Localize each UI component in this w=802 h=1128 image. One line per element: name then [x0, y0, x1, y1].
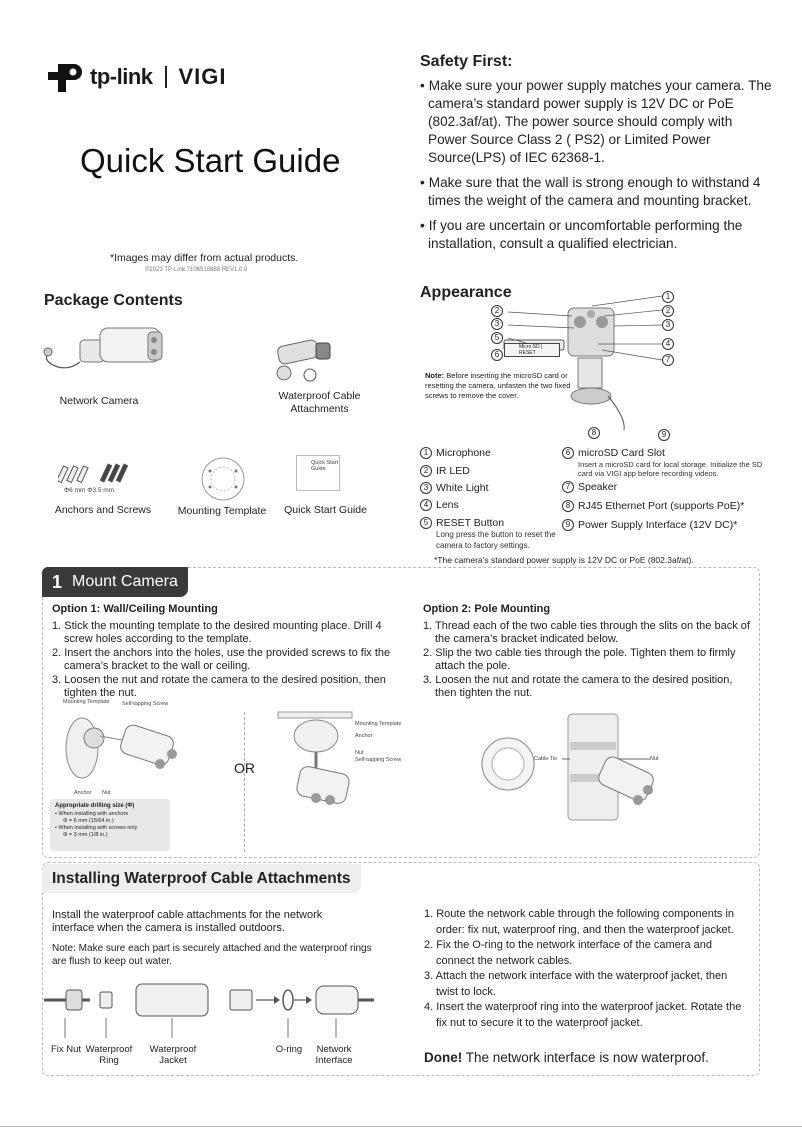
anchor-sizes: Φ6 mm Φ3.5 mm [64, 487, 115, 494]
label-nut: Nut [102, 790, 111, 796]
legend-label: White Light [436, 482, 489, 494]
package-contents-title: Package Contents [44, 292, 183, 309]
label-self-tapping-screw: Self-tapping Screw [122, 701, 169, 707]
sd-reset-label: Micro SD | RESET [504, 343, 560, 357]
legend-label: Lens [436, 499, 459, 511]
package-item-label: Mounting Template [177, 505, 267, 517]
qsg-cover-text: Quick Start Guide [311, 460, 339, 472]
mounting-template-illustration [200, 456, 246, 502]
done-label: Done! [424, 1050, 463, 1065]
or-divider-label: OR [234, 760, 255, 776]
legend-label: RESET Button [436, 517, 505, 529]
legend-label: IR LED [436, 465, 470, 477]
part-fix-nut: Fix Nut [50, 1044, 82, 1055]
legend-reset-button [420, 517, 504, 529]
drilling-size-box [50, 799, 170, 851]
product-line: VIGI [178, 64, 227, 89]
callout-number: 9 [658, 429, 670, 441]
anchors-screws-illustration [58, 460, 138, 486]
safety-title: Safety First: [420, 53, 513, 70]
legend-label: Power Supply Interface (12V DC)* [578, 519, 738, 531]
option2-steps [423, 620, 755, 699]
package-item-label: Network Camera [59, 395, 139, 407]
image-disclaimer: *Images may differ from actual products. [110, 252, 299, 264]
callout-number: 5 [491, 332, 503, 344]
callout-number: 2 [662, 305, 674, 317]
option2-step: 1. Thread each of the two cable ties through the slits on the back of the camera’s bracket indicated below. [423, 620, 750, 645]
safety-section [420, 53, 772, 260]
option1-step: 2. Insert the anchors into the holes, use the provided screws to fix the camera’s bracket to the wall or ceiling. [52, 647, 391, 672]
safety-item: • Make sure that the wall is strong enough to withstand 4 times the weight of the camera and mounting bracket. [420, 174, 772, 210]
label-self-tapping-screw-2: Self-tapping Screw [355, 757, 402, 763]
waterproof-step: 1. Route the network cable through the following components in order: fix nut, waterproof ring, and then the waterproof jacket. [424, 908, 735, 936]
legend-number: 3 [420, 482, 432, 494]
legend-lens [420, 499, 459, 511]
done-text: The network interface is now waterproof. [462, 1050, 709, 1065]
pole-mount-illustration [478, 712, 698, 824]
legend-number: 1 [420, 447, 432, 459]
legend-speaker [562, 481, 617, 493]
safety-item: • If you are uncertain or uncomfortable performing the installation, consult a qualified electrician. [420, 217, 772, 253]
cable-attachments-illustration [272, 335, 352, 385]
option1-block [52, 603, 402, 701]
drilling-line: Φ = 6 mm (15/64 in.) [63, 818, 114, 824]
callout-number: 8 [588, 427, 600, 439]
mount-camera-tab [42, 567, 188, 597]
waterproof-note: Note: Make sure each part is securely attached and the waterproof rings are flush to keep out water. [52, 943, 372, 967]
appearance-note [425, 371, 571, 401]
appearance-title: Appearance [420, 284, 512, 301]
page-bottom-line [0, 1126, 802, 1127]
package-item-label: Anchors and Screws [54, 504, 152, 516]
copyright-text: ©2023 TP-Link 7106510888 REV1.0.0 [145, 267, 248, 273]
legend-number: 2 [420, 465, 432, 477]
legend-number: 8 [562, 500, 574, 512]
option1-steps [52, 620, 402, 699]
drilling-line-text: When installing with anchors [58, 811, 129, 817]
waterproof-step: 4. Insert the waterproof ring into the waterproof jacket. Rotate the fix nut to secure it to the waterproof jacket. [424, 1001, 742, 1029]
drilling-line: • When installing with anchors [55, 811, 129, 817]
callout-number: 3 [662, 319, 674, 331]
logo-divider [165, 66, 167, 88]
part-network-interface: Network Interface [315, 1044, 353, 1066]
cable-attachment-diagram [44, 978, 374, 1040]
note-text: Before inserting the microSD card or resetting the camera, unfasten the two fixed screws to remove the cover. [425, 371, 571, 400]
label-cable-tie: Cable Tie [534, 756, 558, 762]
legend-label: Speaker [578, 481, 618, 493]
power-footnote: *The camera’s standard power supply is 12V DC or PoE (802.3af/at). [434, 555, 694, 565]
part-waterproof-ring: Waterproof Ring [85, 1044, 133, 1066]
package-item-label: Waterproof Cable Attachments [278, 390, 361, 415]
callout-number: 3 [491, 318, 503, 330]
option1-title: Option 1: Wall/Ceiling Mounting [52, 603, 218, 615]
ceiling-mount-illustration [276, 708, 356, 823]
label-nut-pole: Nut [650, 756, 659, 762]
qsg-booklet-illustration [296, 455, 340, 491]
callout-number: 1 [662, 291, 674, 303]
legend-reset-desc: Long press the button to reset the camera to factory settings. [436, 530, 556, 550]
legend-number: 9 [562, 519, 574, 531]
safety-list [420, 77, 772, 253]
camera-front-diagram [486, 288, 686, 443]
option2-block [423, 603, 755, 701]
callout-number: 2 [491, 305, 503, 317]
legend-number: 4 [420, 499, 432, 511]
legend-number: 6 [562, 447, 574, 459]
network-camera-illustration [40, 322, 170, 387]
mount-camera-title: Mount Camera [72, 573, 178, 590]
label-nut-2: Nut [355, 750, 364, 756]
label-mounting-template: Mounting Template [63, 699, 110, 705]
drilling-line-text: When installing with screws only [58, 825, 138, 831]
package-item-label: Quick Start Guide [284, 504, 367, 516]
legend-power [562, 519, 737, 531]
callout-number: 7 [662, 354, 674, 366]
legend-white-light [420, 482, 489, 494]
brand-logo [44, 58, 227, 96]
page-title: Quick Start Guide [80, 142, 341, 179]
option1-step: 3. Loosen the nut and rotate the camera to the desired position, then tighten the nut. [52, 674, 386, 699]
legend-microphone [420, 447, 491, 459]
part-o-ring: O-ring [275, 1044, 303, 1055]
label-mounting-template-2: Mounting Template [355, 721, 402, 727]
done-message [424, 1050, 709, 1065]
label-anchor-2: Anchor [355, 733, 373, 739]
legend-label: microSD Card Slot [578, 447, 665, 459]
step-number: 1 [52, 571, 63, 592]
option2-step: 2. Slip the two cable ties through the pole. Tighten them to firmly attach the pole. [423, 647, 736, 672]
note-label: Note: [425, 371, 445, 380]
legend-microsd-desc: Insert a microSD card for local storage. Initialize the SD card via VIGI app before recording videos. [578, 460, 763, 478]
callout-number: 4 [662, 338, 674, 350]
legend-label: RJ45 Ethernet Port (supports PoE)* [578, 500, 745, 512]
waterproof-step: 2. Fix the O-ring to the network interface of the camera and connect the network cables. [424, 939, 712, 967]
legend-number: 5 [420, 517, 432, 529]
legend-rj45 [562, 500, 744, 512]
option2-step: 3. Loosen the nut and rotate the camera to the desired position, then tighten the nut. [423, 674, 733, 699]
waterproof-intro: Install the waterproof cable attachments for the network interface when the camera is installed outdoors. [52, 909, 323, 934]
label-anchor: Anchor [74, 790, 92, 796]
or-divider-line [244, 712, 245, 852]
drilling-line: Φ = 3 mm (1/8 in.) [63, 832, 108, 838]
legend-number: 7 [562, 481, 574, 493]
wall-mount-illustration [60, 712, 180, 792]
part-waterproof-jacket: Waterproof Jacket [149, 1044, 197, 1066]
drilling-line: • When installing with screws only [55, 825, 138, 831]
legend-microsd-slot [562, 447, 665, 459]
legend-ir-led [420, 465, 470, 477]
drilling-size-title: Appropriate drilling size (Φ) [55, 803, 135, 809]
brand-name: tp-link [90, 64, 153, 89]
safety-item: • Make sure your power supply matches your camera. The camera’s standard power supply is 12V DC or PoE (802.3af/at). The power source should comply with Power Source Class 2 ( PS2) or Limited Power Source(LPS) of IEC 62368-1. [420, 77, 772, 167]
legend-label: Microphone [436, 447, 491, 459]
waterproof-steps [424, 907, 744, 1031]
option2-title: Option 2: Pole Mounting [423, 603, 551, 615]
waterproof-tab: Installing Waterproof Cable Attachments [42, 864, 361, 893]
callout-number: 6 [491, 349, 503, 361]
option1-step: 1. Stick the mounting template to the desired mounting place. Drill 4 screw holes according to the template. [52, 620, 382, 645]
tp-link-logo-icon [44, 58, 82, 96]
waterproof-step: 3. Attach the network interface with the waterproof jacket, then twist to lock. [424, 970, 728, 998]
